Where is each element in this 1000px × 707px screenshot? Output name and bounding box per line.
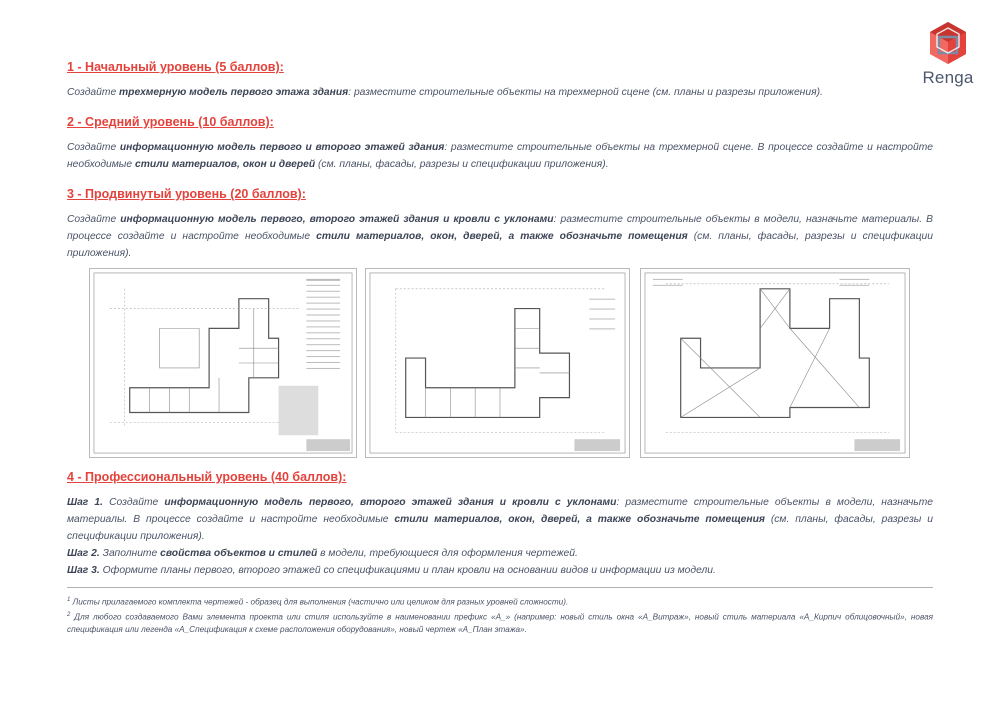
level-4-step-1 — [67, 494, 933, 545]
emphasis-text: Шаг 2. — [67, 548, 100, 559]
level-3-title: 3 - Продвинутый уровень (20 баллов): — [67, 187, 306, 201]
drawing-first-floor-plan — [89, 268, 357, 458]
body-text: Создайте — [67, 142, 120, 153]
emphasis-text: информационную модель первого и второго этажей здания — [119, 142, 445, 153]
emphasis-text: трехмерную модель первого этажа здания — [119, 87, 349, 98]
emphasis-text: стили материалов, окон и дверей — [134, 159, 316, 170]
footnote-1 — [67, 594, 933, 609]
level-2-text — [67, 139, 933, 173]
emphasis-text: Шаг 3. — [67, 565, 100, 576]
emphasis-text: информационную модель первого, второго этажей здания и кровли с уклонами — [164, 497, 617, 508]
drawing-roof-plan — [640, 268, 910, 458]
emphasis-text: свойства объектов и стилей — [160, 548, 318, 559]
body-text: : разместите строительные объекты в модели, назначьте материалы. В процессе создайте и настройте необходимые — [67, 214, 933, 242]
logo-label: Renga — [922, 68, 974, 87]
body-text: Создайте — [67, 214, 121, 225]
level-4-step-3 — [67, 562, 933, 579]
level-2-title: 2 - Средний уровень (10 баллов): — [67, 115, 274, 129]
emphasis-text: информационную модель первого, второго этажей здания и кровли с уклонами — [120, 214, 554, 225]
level-4-step-2 — [67, 545, 933, 562]
footnote-2-text: Для любого создаваемого Вами элемента проекта или стиля используйте в наименовании префикс «А_» (например: новый стиль окна «А_Витраж», новый стиль материала «А_Кирпич облицовочный», новая спецификация или легенда «А_Спецификация к схеме расположения оборудования», новый чертеж «А_План этажа». — [67, 612, 933, 635]
body-text: (см. планы, фасады, разрезы и спецификации приложения). — [67, 231, 933, 259]
level-4-steps — [67, 494, 933, 579]
body-text: в модели, требующиеся для оформления чертежей. — [317, 548, 578, 559]
body-text: Создайте — [67, 87, 120, 98]
footnote-2 — [67, 609, 933, 637]
body-text: : разместите строительные объекты на трехмерной сцене. В процессе создайте и настройте необходимые — [67, 142, 933, 170]
body-text: : разместите строительные объекты в модели, назначьте материалы. В процессе создайте и настройте необходимые — [67, 497, 933, 525]
footnote-1-number: 1 — [67, 597, 71, 603]
level-1-title: 1 - Начальный уровень (5 баллов): — [67, 60, 284, 74]
emphasis-text: Шаг 1. — [67, 497, 103, 508]
body-text: Создайте — [103, 497, 165, 508]
emphasis-text: стили материалов, окон, дверей, а также обозначьте помещения — [316, 231, 688, 242]
drawing-second-floor-plan — [365, 268, 630, 458]
emphasis-text: стили материалов, окон, дверей, а также обозначьте помещения — [394, 514, 765, 525]
drawings-row — [67, 268, 933, 458]
level-1-text — [67, 84, 933, 101]
footnote-2-number: 2 — [67, 611, 71, 618]
body-text: : разместите строительные объекты на трехмерной сцене (см. планы и разрезы приложения). — [348, 87, 823, 98]
level-3-text — [67, 211, 933, 262]
assignment-content — [67, 60, 933, 636]
body-text: (см. планы, фасады, разрезы и спецификации приложения). — [67, 514, 933, 542]
footnote-1-text: Листы прилагаемого комплекта чертежей - образец для выполнения (частично или целиком для разных уровней сложности). — [70, 597, 569, 607]
footnote-divider — [67, 587, 933, 588]
body-text: Заполните — [99, 548, 161, 559]
body-text: Оформите планы первого, второго этажей со спецификациями и план кровли на основании видов и информации из модели. — [99, 565, 716, 576]
level-4-title: 4 - Профессиональный уровень (40 баллов): — [67, 470, 347, 484]
body-text: (см. планы, фасады, разрезы и спецификации приложения). — [315, 159, 609, 170]
